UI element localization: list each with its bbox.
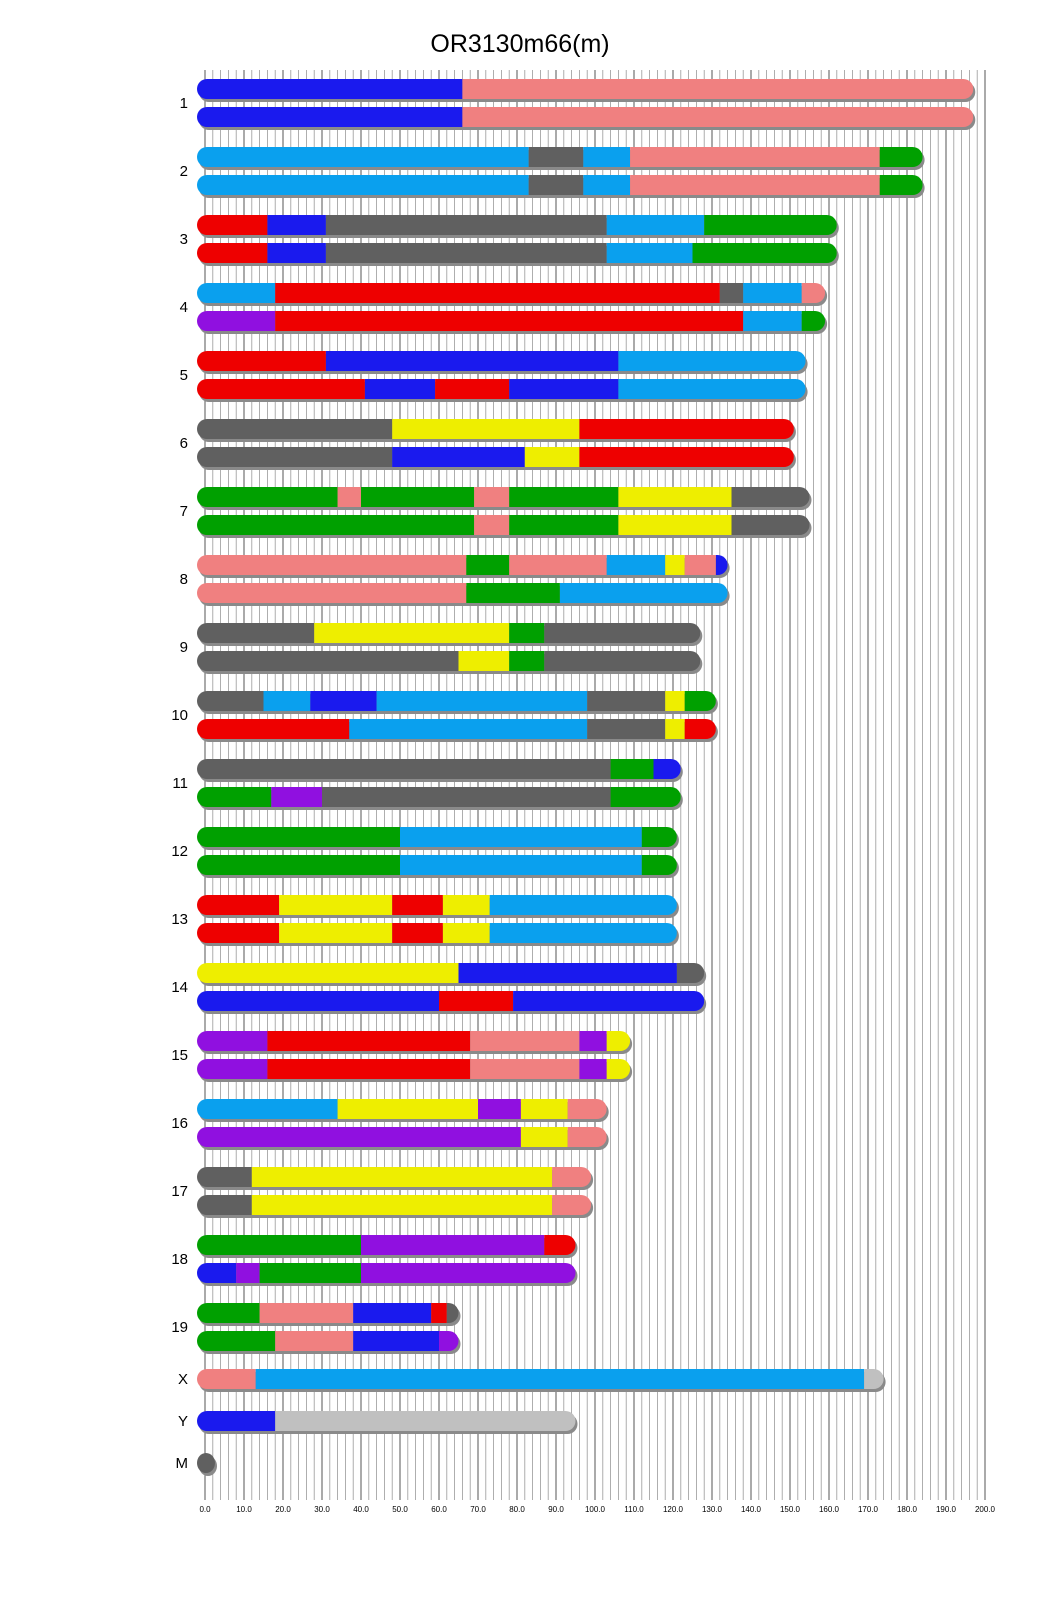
segment [521, 1099, 568, 1119]
segment [509, 555, 607, 575]
haplotype-bar [197, 827, 677, 847]
segment [630, 175, 880, 195]
haplotype-bar [197, 963, 704, 983]
segment [607, 1059, 630, 1079]
segment [264, 691, 311, 711]
segment [197, 895, 279, 915]
segment [197, 487, 338, 507]
segment [685, 719, 716, 739]
chromosome-label: 19 [171, 1319, 188, 1336]
segment [197, 243, 267, 263]
segment [607, 555, 666, 575]
segment [267, 215, 326, 235]
haplotype-bar [197, 719, 716, 739]
segment [466, 583, 560, 603]
haplotype-bar [197, 1099, 607, 1119]
x-tick-label: 200.0 [974, 1505, 996, 1514]
haplotype-bar [197, 1411, 576, 1431]
chromosome-label: 2 [179, 163, 188, 180]
chromosome-label: 18 [171, 1251, 188, 1268]
chromosome-label: 4 [179, 299, 188, 316]
segment [509, 651, 544, 671]
chromosome-label: 7 [179, 503, 188, 520]
segment [267, 1059, 470, 1079]
segment [197, 759, 611, 779]
x-tick-label: 80.0 [509, 1505, 525, 1514]
segment [197, 1099, 338, 1119]
segment [618, 487, 731, 507]
haplotype-bar [197, 1263, 576, 1283]
segment [470, 1031, 579, 1051]
segment [587, 719, 665, 739]
chromosome-label: 16 [171, 1115, 188, 1132]
segment [685, 555, 716, 575]
segment [443, 895, 490, 915]
chromosome-label: 17 [171, 1183, 188, 1200]
segment [513, 991, 704, 1011]
segment [361, 1263, 576, 1283]
x-tick-label: 70.0 [470, 1505, 486, 1514]
x-tick-label: 160.0 [818, 1505, 840, 1514]
segment [560, 583, 728, 603]
haplotype-bar [197, 107, 973, 127]
segment [197, 107, 462, 127]
segment [275, 311, 743, 331]
segment [365, 379, 435, 399]
haplotype-bar [197, 583, 728, 603]
segment [618, 379, 805, 399]
segment [611, 759, 654, 779]
x-tick-label: 130.0 [701, 1505, 723, 1514]
haplotype-bar [197, 623, 700, 643]
chromosome-label: X [177, 1371, 188, 1388]
segment [197, 963, 459, 983]
haplotype-bar [197, 1453, 215, 1473]
haplotype-bar [197, 1031, 630, 1051]
segment [197, 419, 392, 439]
haplotype-bar [197, 991, 704, 1011]
segment [197, 351, 326, 371]
segment [693, 243, 837, 263]
haplotype-bar [197, 759, 681, 779]
segment [197, 1195, 252, 1215]
segment [607, 1031, 630, 1051]
segment [579, 419, 794, 439]
segment [743, 283, 802, 303]
x-tick-label: 100.0 [584, 1505, 606, 1514]
segment [743, 311, 802, 331]
segment [611, 787, 681, 807]
haplotype-bar [197, 379, 806, 399]
segment [310, 691, 376, 711]
segment [338, 487, 361, 507]
segment [197, 379, 365, 399]
segment [732, 487, 810, 507]
segment [462, 79, 973, 99]
x-tick-label: 110.0 [624, 1505, 644, 1514]
segment [197, 175, 529, 195]
segment [802, 311, 825, 331]
segment [509, 487, 618, 507]
chromosome-label: 1 [179, 95, 188, 112]
segment [197, 79, 462, 99]
segment [459, 963, 677, 983]
segment [326, 243, 607, 263]
segment [275, 1331, 353, 1351]
segment [326, 351, 619, 371]
segment [462, 107, 973, 127]
segment [630, 147, 880, 167]
segment [583, 175, 630, 195]
segment [704, 215, 837, 235]
segment [474, 487, 509, 507]
segment [665, 691, 685, 711]
segment [439, 1331, 459, 1351]
segment [618, 351, 805, 371]
segment [443, 923, 490, 943]
x-tick-label: 20.0 [275, 1505, 291, 1514]
haplotype-bar [197, 895, 677, 915]
segment [197, 147, 529, 167]
chart-title: OR3130m66(m) [430, 30, 610, 58]
segment [509, 379, 618, 399]
x-tick-label: 120.0 [662, 1505, 684, 1514]
segment [552, 1167, 591, 1187]
segment [642, 855, 677, 875]
segment [521, 1127, 568, 1147]
segment [544, 1235, 575, 1255]
segment [552, 1195, 591, 1215]
haplotype-bar [197, 1127, 607, 1147]
segment [197, 691, 264, 711]
chromosome-label: 13 [171, 911, 188, 928]
segment [314, 623, 509, 643]
segment [490, 923, 677, 943]
segment [197, 1127, 521, 1147]
segment [544, 651, 700, 671]
segment [197, 1031, 267, 1051]
x-tick-label: 180.0 [896, 1505, 918, 1514]
haplotype-bar [197, 447, 794, 467]
segment [267, 243, 326, 263]
segment [361, 487, 474, 507]
chromosome-label: 6 [179, 435, 188, 452]
segment [618, 515, 731, 535]
segment [267, 1031, 470, 1051]
segment [654, 759, 681, 779]
haplotype-bar [197, 1303, 459, 1323]
segment [260, 1263, 361, 1283]
segment [880, 147, 923, 167]
segment [525, 447, 580, 467]
chromosome-label: 11 [172, 775, 188, 792]
haplotype-bar [197, 787, 681, 807]
chromosome-label: 14 [171, 979, 188, 996]
haplotype-bar [197, 515, 810, 535]
segment [279, 923, 392, 943]
segment [439, 991, 513, 1011]
segment [665, 719, 685, 739]
segment [470, 1059, 579, 1079]
chromosome-label: 10 [171, 707, 188, 724]
haplotype-bar [197, 1331, 459, 1351]
haplotype-bar [197, 691, 716, 711]
haplotype-bar [197, 651, 700, 671]
segment [279, 895, 392, 915]
haplotype-bar [197, 1167, 591, 1187]
segment [802, 283, 825, 303]
x-tick-label: 90.0 [548, 1505, 564, 1514]
segment [197, 1303, 260, 1323]
chromosome-label: M [175, 1455, 188, 1472]
segment [197, 827, 400, 847]
segment [587, 691, 665, 711]
segment [392, 923, 443, 943]
segment [490, 895, 677, 915]
segment [583, 147, 630, 167]
segment [509, 515, 618, 535]
segment [431, 1303, 447, 1323]
haplotype-bar [197, 215, 837, 235]
segment [466, 555, 509, 575]
haplotype-bar [197, 1195, 591, 1215]
segment [579, 1031, 606, 1051]
segment [338, 1099, 478, 1119]
segment [732, 515, 810, 535]
segment [275, 283, 720, 303]
segment [197, 1411, 275, 1431]
segment [197, 1167, 252, 1187]
segment [197, 787, 271, 807]
x-tick-label: 30.0 [314, 1505, 330, 1514]
segment [197, 855, 400, 875]
segment [435, 379, 509, 399]
segment [642, 827, 677, 847]
segment [197, 991, 439, 1011]
segment [392, 419, 579, 439]
chromosome-label: 8 [179, 571, 188, 588]
segment [529, 175, 584, 195]
segment [353, 1303, 431, 1323]
chromosome-label: 9 [179, 639, 188, 656]
haplotype-bar [197, 855, 677, 875]
segment [197, 1263, 236, 1283]
x-tick-label: 150.0 [779, 1505, 801, 1514]
haplotype-bar [197, 1235, 576, 1255]
segment [197, 555, 466, 575]
segment [197, 447, 392, 467]
segment [252, 1167, 552, 1187]
segment [607, 243, 693, 263]
segment [361, 1235, 544, 1255]
segment [197, 215, 267, 235]
segment [197, 1331, 275, 1351]
haplotype-bar [197, 1369, 884, 1389]
segment [197, 515, 474, 535]
segment [677, 963, 704, 983]
segment [197, 1453, 215, 1473]
haplotype-bar [197, 147, 923, 167]
haplotype-bar [197, 243, 837, 263]
segment [880, 175, 923, 195]
segment [544, 623, 700, 643]
haplotype-bar [197, 419, 794, 439]
chromosome-label: 5 [179, 367, 188, 384]
segment [509, 623, 544, 643]
segment [400, 827, 642, 847]
segment [349, 719, 587, 739]
segment [197, 623, 314, 643]
segment [568, 1099, 607, 1119]
segment [459, 651, 510, 671]
chromosome-label: 3 [179, 231, 188, 248]
segment [271, 787, 322, 807]
segment [197, 651, 459, 671]
haplotype-bar [197, 1059, 630, 1079]
segment [353, 1331, 439, 1351]
segment [377, 691, 588, 711]
segment [720, 283, 743, 303]
segment [197, 583, 466, 603]
haplotype-bar [197, 555, 728, 575]
x-tick-label: 0.0 [199, 1505, 211, 1514]
segment [197, 1235, 361, 1255]
chromosome-label: 15 [171, 1047, 188, 1064]
segment [607, 215, 705, 235]
segment [685, 691, 716, 711]
segment [236, 1263, 259, 1283]
x-tick-label: 10.0 [236, 1505, 252, 1514]
haplotype-bar [197, 923, 677, 943]
segment [326, 215, 607, 235]
segment [197, 283, 275, 303]
segment [197, 719, 349, 739]
segment [579, 447, 794, 467]
x-tick-label: 60.0 [431, 1505, 447, 1514]
segment [260, 1303, 354, 1323]
segment [665, 555, 685, 575]
segment [197, 1369, 256, 1389]
chromosome-label: Y [177, 1413, 188, 1430]
haplotype-bar [197, 311, 825, 331]
segment [392, 447, 525, 467]
segment [579, 1059, 606, 1079]
x-tick-label: 50.0 [392, 1505, 408, 1514]
x-tick-label: 170.0 [857, 1505, 879, 1514]
segment [400, 855, 642, 875]
haplotype-bar [197, 283, 825, 303]
segment [568, 1127, 607, 1147]
x-tick-label: 140.0 [740, 1505, 762, 1514]
segment [197, 1059, 267, 1079]
x-tick-label: 190.0 [935, 1505, 957, 1514]
segment [256, 1369, 864, 1389]
haplotype-bar [197, 487, 810, 507]
haplotype-bar [197, 79, 973, 99]
segment [474, 515, 509, 535]
segment [478, 1099, 521, 1119]
segment [252, 1195, 552, 1215]
segment [529, 147, 584, 167]
haplotype-bar [197, 175, 923, 195]
segment [392, 895, 443, 915]
segment [322, 787, 611, 807]
segment [197, 311, 275, 331]
chromosome-label: 12 [171, 843, 188, 860]
segment [197, 923, 279, 943]
x-tick-label: 40.0 [353, 1505, 369, 1514]
haplotype-bar [197, 351, 806, 371]
segment [864, 1369, 884, 1389]
segment [275, 1411, 575, 1431]
